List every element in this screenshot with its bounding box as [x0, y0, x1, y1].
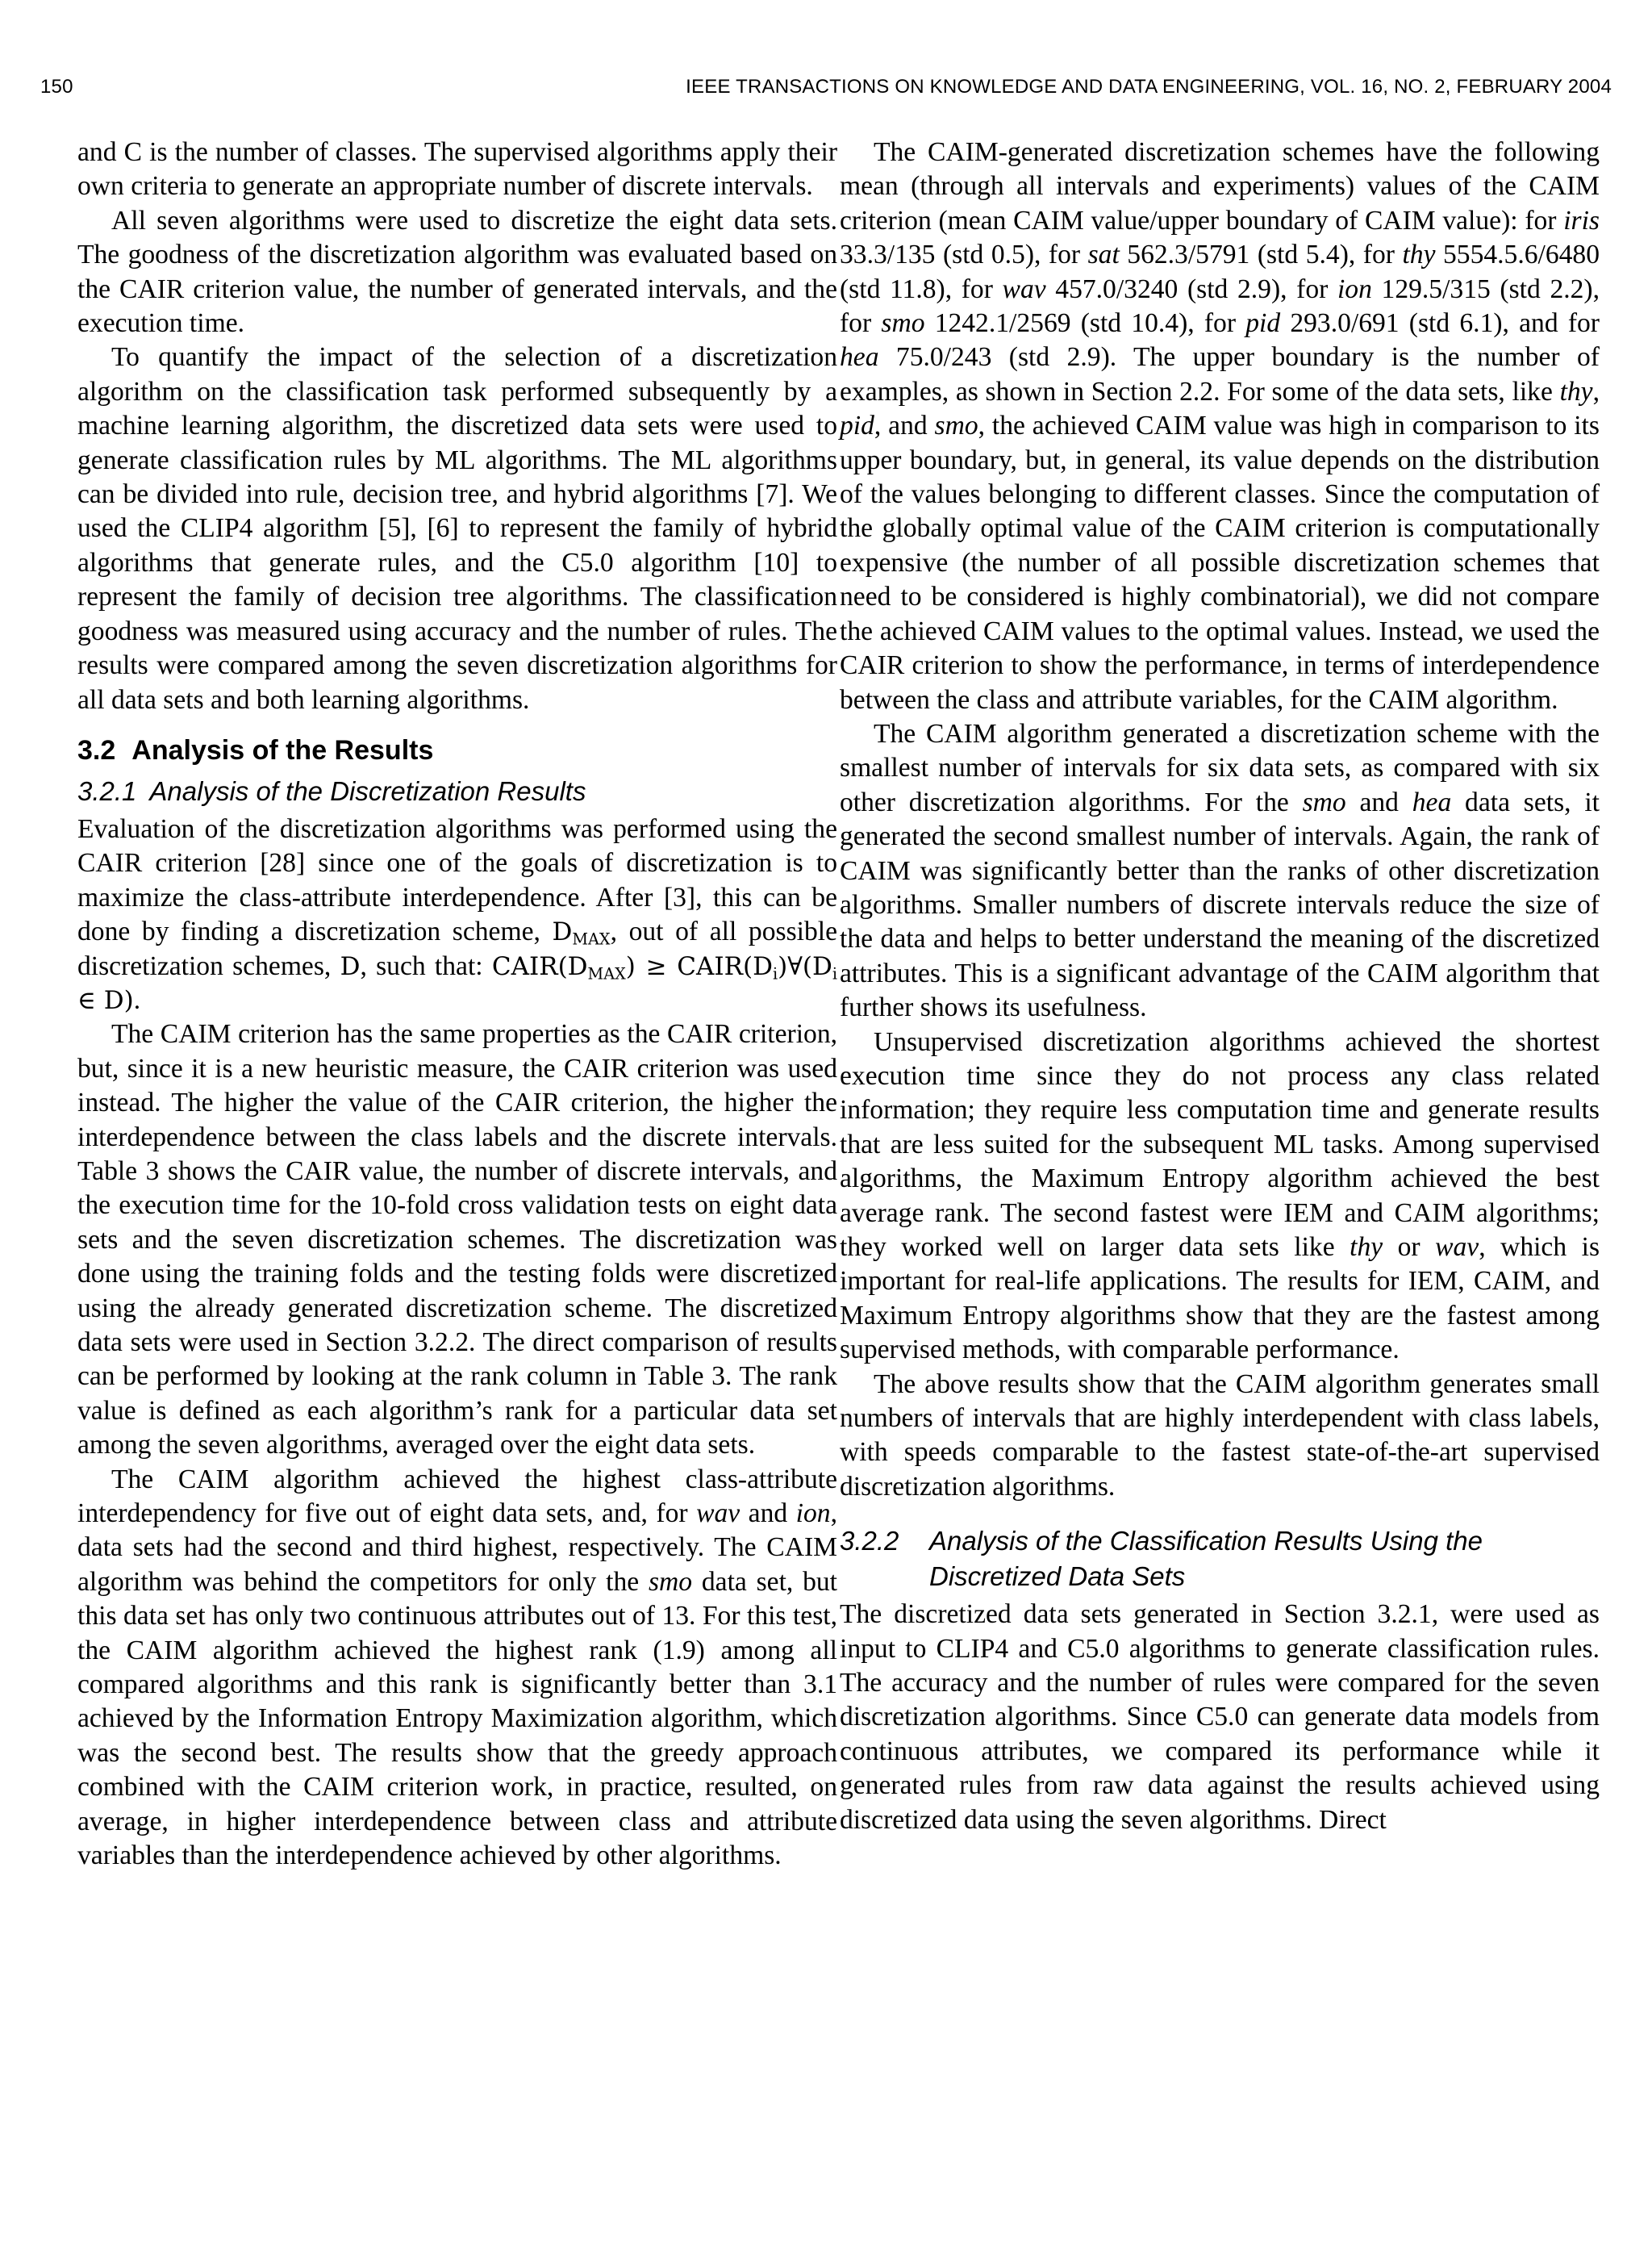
text-run: data sets, it generated the second smallest number of intervals. Again, the rank of CAIM was significantly better than the ranks of other discretization algorithms. Smaller numbers of discrete intervals reduce the size of the data and helps to better understand the meaning of the discretized attributes. This is a significant advantage of the CAIM algorithm that further shows its usefulness.: [840, 787, 1600, 1023]
journal-title: IEEE TRANSACTIONS ON KNOWLEDGE AND DATA ENGINEERING, VOL. 16, NO. 2, FEBRUARY 2004: [686, 76, 1612, 98]
text-run: The CAIM algorithm achieved the highest class-attribute interdependency for five out of eight data sets, and, for: [77, 1464, 837, 1529]
paragraph: and C is the number of classes. The supervised algorithms apply their own criteria to generate an appropriate number of discrete intervals.: [77, 137, 837, 202]
paragraph: All seven algorithms were used to discretize the eight data sets. The goodness of the discretization algorithm was evaluated based on the CAIR criterion value, the number of generated intervals, and the execution time.: [77, 205, 837, 339]
paragraph: [840, 717, 1600, 1026]
paragraph: [840, 1026, 1600, 1368]
text-run: or: [1383, 1232, 1436, 1262]
subsection-number: 3.2.2: [840, 1526, 899, 1556]
text-run: , the achieved CAIM value was high in comparison to its upper boundary, but, in general, its value depends on the distribution of the values belonging to different classes. Since the computation of the globally optimal value of the CAIM criterion is computationally expensive (the number of all possible discretization schemes that need to be considered is highly combinatorial), we did not compare the achieved CAIM values to the optimal values. Instead, we used the CAIR criterion to show the performance, in terms of interdependence between the class and attribute variables, for the CAIM algorithm.: [840, 411, 1600, 715]
paragraph: [840, 136, 1600, 717]
section-number: 3.2: [77, 734, 116, 766]
text-run: and: [740, 1498, 796, 1529]
text-run: The CAIM-generated discretization schemes have the following mean (through all intervals and experiments) values of the CAIM criterion (mean CAIM value/upper boundary of CAIM value): for: [840, 137, 1600, 236]
text-run: 1242.1/2569 (std 10.4), for: [924, 308, 1246, 339]
text-run: , and: [874, 411, 935, 441]
text-run: , such that:: [360, 950, 492, 981]
dataset-name: wav: [1002, 274, 1046, 304]
text-run: Unsupervised discretization algorithms achieved the shortest execution time since they do not process any class related information; they require less computation time and generate results that are less suited for the subsequent ML tasks. Among supervised algorithms, the Maximum Entropy algorithm achieved the best average rank. The second fastest were IEM and CAIM algorithms; they worked well on larger data sets like: [840, 1026, 1600, 1262]
math-d: D: [340, 951, 361, 981]
subsection-number: 3.2.1: [77, 775, 137, 806]
right-column: [840, 136, 1600, 1837]
paragraph: The above results show that the CAIM algorithm generates small numbers of intervals that are highly interdependent with class labels, with speeds comparable to the fastest state-of-the-art supervised discretization algorithms.: [840, 1368, 1600, 1502]
text-run: , out of all possible discretization schemes,: [77, 917, 837, 981]
math-text: CAIR(D: [491, 951, 588, 981]
dataset-name: smo: [881, 308, 925, 339]
math-subscript: i: [772, 963, 778, 983]
text-run: , data sets had the second and third highest, respectively. The CAIM algorithm was behind the competitors for only the: [77, 1498, 837, 1597]
dataset-name: pid: [1245, 308, 1281, 339]
math-subscript: MAX: [587, 963, 626, 983]
text-run: 33.3/135 (std 0.5), for: [840, 240, 1088, 270]
math-dmax: [552, 917, 611, 949]
dataset-name: ion: [1337, 274, 1372, 304]
math-subscript: MAX: [572, 930, 611, 949]
dataset-name: hea: [840, 342, 879, 373]
section-heading: [77, 733, 837, 767]
left-column: [77, 136, 837, 1874]
text-run: and: [1345, 787, 1412, 817]
paragraph: The discretized data sets generated in Section 3.2.1, were used as input to CLIP4 and C5.0 algorithms to generate classification rules. The accuracy and the number of rules were compared for the seven discretization algorithms. Since C5.0 can generate data models from continuous attributes, we compared its performance while it generated rules from raw data against the results achieved using discretized data using the seven algorithms. Direct: [840, 1599, 1600, 1835]
subsection-heading: [77, 774, 837, 809]
text-run: 129.5/315 (std 2.2), for: [840, 274, 1600, 339]
dataset-name: smo: [934, 411, 978, 441]
paragraph: [77, 813, 837, 1017]
dataset-name: pid: [840, 411, 874, 441]
text-run: ,: [1592, 376, 1600, 407]
dataset-name: smo: [1302, 787, 1346, 817]
text-run: , which is important for real-life applications. The results for IEM, CAIM, and Maximum Entropy algorithms show that they are the fastest among supervised methods, with comparable performance.: [840, 1232, 1600, 1365]
math-text: )∀(D: [778, 951, 832, 981]
paragraph: [77, 1463, 837, 1874]
text-run: The CAIM algorithm generated a discretization scheme with the smallest number of intervals for six data sets, as compared with six other discretization algorithms. For the: [840, 718, 1600, 817]
dataset-name: wav: [696, 1498, 740, 1529]
math-text: ) ≥ CAIR(D: [625, 951, 773, 981]
dataset-name: smo: [648, 1566, 693, 1597]
dataset-name: iris: [1563, 205, 1600, 236]
subsection-heading: [840, 1523, 1600, 1594]
paragraph: The CAIM criterion has the same properties as the CAIR criterion, but, since it is a new heuristic measure, the CAIR criterion was used instead. The higher the value of the CAIR criterion, the higher the interdependence between the class labels and the discrete intervals. Table 3 shows the CAIR value, the number of discrete intervals, and the execution time for the 10-fold cross validation tests on eight data sets and the seven discretization schemes. The discretization was done using the training folds and the testing folds were discretized using the already generated discretization scheme. The discretized data sets were used in Section 3.2.2. The direct comparison of results can be performed by looking at the rank column in Table 3. The rank value is defined as each algorithm’s rank for a particular data set among the seven algorithms, averaged over the eight data sets.: [77, 1019, 837, 1460]
running-header: [40, 76, 1612, 108]
dataset-name: wav: [1435, 1232, 1479, 1262]
text-run: Evaluation of the discretization algorithms was performed using the CAIR criterion [28] since one of the goals of discretization is to maximize the class-attribute interdependence. After [3], this can be done by finding a discretization scheme,: [77, 813, 837, 947]
math-subscript: i: [832, 963, 838, 983]
subsection-title: Analysis of the Discretization Results: [149, 775, 586, 806]
dataset-name: thy: [1402, 240, 1436, 270]
text-run: 562.3/5791 (std 5.4), for: [1119, 240, 1403, 270]
dataset-name: ion: [795, 1498, 831, 1529]
dataset-name: thy: [1559, 376, 1593, 407]
page-number: 150: [40, 76, 73, 98]
dataset-name: sat: [1087, 240, 1120, 270]
paragraph: To quantify the impact of the selection of a discretization algorithm on the classification task performed subsequently by a machine learning algorithm, the discretized data sets were used to generate classification rules by ML algorithms. The ML algorithms can be divided into rule, decision tree, and hybrid algorithms [7]. We used the CLIP4 algorithm [5], [6] to represent the family of hybrid algorithms that generate rules, and the C5.0 algorithm [10] to represent the family of decision tree algorithms. The classification goodness was measured using accuracy and the number of rules. The results were compared among the seven discretization algorithms for all data sets and both learning algorithms.: [77, 342, 837, 715]
dataset-name: hea: [1412, 787, 1452, 817]
subsection-title: Analysis of the Classification Results Using the Discretized Data Sets: [929, 1526, 1483, 1592]
text-run: 293.0/691 (std 6.1), and for: [1280, 308, 1600, 339]
text-run: 75.0/243 (std 2.9). The upper boundary is the number of examples, as shown in Section 2.2. For some of the data sets, like: [840, 342, 1600, 407]
math-text: D: [552, 917, 573, 947]
section-title: Analysis of the Results: [131, 734, 434, 766]
dataset-name: thy: [1350, 1232, 1383, 1262]
text-run: 457.0/3240 (std 2.9), for: [1045, 274, 1337, 304]
text-run: .: [133, 984, 141, 1015]
text-run: 5554.5.6/6480 (std 11.8), for: [840, 240, 1600, 304]
math-text: ∈ D): [77, 985, 134, 1015]
text-run: data set, but this data set has only two continuous attributes out of 13. For this test, the CAIM algorithm achieved the highest rank (1.9) among all compared algorithms and this rank is significantly better than 3.1 achieved by the Information Entropy Maximization algorithm, which was the second best. The results show that the greedy approach combined with the CAIM criterion work, in practice, resulted, on average, in higher interdependence between class and attribute variables than the interdependence achieved by other algorithms.: [77, 1566, 837, 1871]
